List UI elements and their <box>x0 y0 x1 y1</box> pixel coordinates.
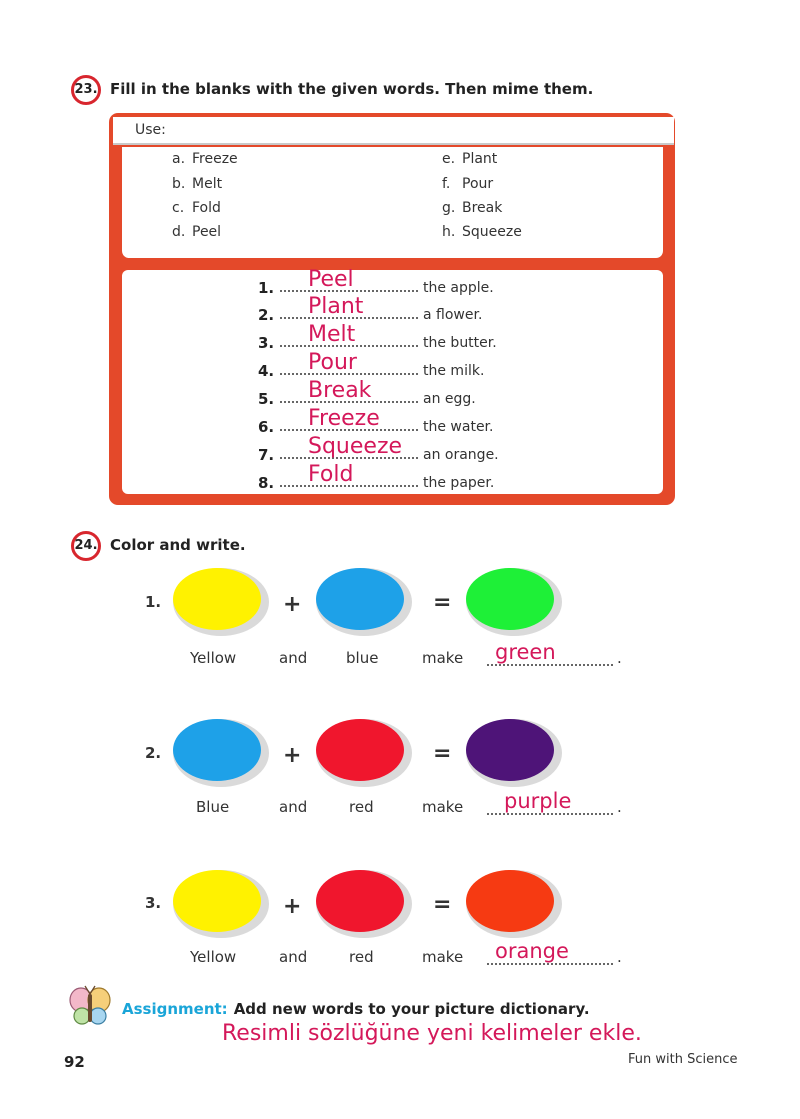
option-d: d. Peel <box>172 224 222 240</box>
answer-text: Peel <box>308 267 354 292</box>
answer-text: Pour <box>308 350 357 375</box>
blank-line <box>487 664 613 666</box>
options-panel <box>122 147 663 258</box>
color-row-number: 3. <box>145 894 162 912</box>
sentence-row: 5. Break an egg. <box>258 378 476 408</box>
period: . <box>617 798 622 816</box>
answer-text: Melt <box>308 322 356 347</box>
color-word-1: Yellow <box>190 649 237 667</box>
paint-oval-2[interactable] <box>316 568 404 630</box>
paint-oval-1[interactable] <box>173 870 261 932</box>
make-word: make <box>422 948 464 966</box>
option-c: c. Fold <box>172 200 221 216</box>
color-word-2: red <box>349 798 374 816</box>
sentence-row: 7. Squeeze an orange. <box>258 434 499 464</box>
page-number: 92 <box>64 1053 85 1071</box>
plus-sign: + <box>283 592 302 617</box>
equals-sign: = <box>433 590 452 615</box>
exercise-23-title: Fill in the blanks with the given words. Then mime them. <box>110 80 594 98</box>
exercise-23-number: 23. <box>71 75 101 105</box>
assignment-label: Assignment: <box>122 1000 228 1018</box>
use-label: Use: <box>135 122 166 138</box>
butterfly-icon <box>68 984 112 1028</box>
sentence-row: 4. Pour the milk. <box>258 350 485 380</box>
make-word: make <box>422 798 464 816</box>
book-title: Fun with Science <box>628 1052 738 1067</box>
option-f: f. Pour <box>442 176 494 192</box>
period: . <box>617 649 622 667</box>
option-h: h. Squeeze <box>442 224 522 240</box>
paint-oval-2[interactable] <box>316 719 404 781</box>
paint-oval-result[interactable] <box>466 870 554 932</box>
assignment-text: Add new words to your picture dictionary. <box>233 1000 590 1018</box>
sentence-row: 1. Peel the apple. <box>258 267 494 297</box>
blank-line <box>487 963 613 965</box>
answer-text: Plant <box>308 294 364 319</box>
answer-text: purple <box>504 789 572 813</box>
use-bar <box>113 117 674 145</box>
answer-text: Squeeze <box>308 434 403 459</box>
exercise-24-title: Color and write. <box>110 536 246 554</box>
color-word-2: blue <box>346 649 379 667</box>
color-row-number: 1. <box>145 593 162 611</box>
answer-text: orange <box>495 939 569 963</box>
make-word: make <box>422 649 464 667</box>
option-b: b. Melt <box>172 176 223 192</box>
answer-text: Fold <box>308 462 354 487</box>
exercise-24-number: 24. <box>71 531 101 561</box>
equals-sign: = <box>433 741 452 766</box>
option-e: e. Plant <box>442 151 498 167</box>
period: . <box>617 948 622 966</box>
paint-oval-1[interactable] <box>173 568 261 630</box>
and-word: and <box>279 948 308 966</box>
answer-text: Freeze <box>308 406 380 431</box>
color-row-number: 2. <box>145 744 162 762</box>
sentence-row: 6. Freeze the water. <box>258 406 494 436</box>
and-word: and <box>279 649 308 667</box>
color-word-2: red <box>349 948 374 966</box>
sentence-row: 3. Melt the butter. <box>258 322 497 352</box>
color-word-1: Yellow <box>190 948 237 966</box>
and-word: and <box>279 798 308 816</box>
answer-text: green <box>495 640 556 664</box>
plus-sign: + <box>283 743 302 768</box>
answer-text: Break <box>308 378 372 403</box>
paint-oval-1[interactable] <box>173 719 261 781</box>
assignment-line <box>122 1000 590 1018</box>
paint-oval-result[interactable] <box>466 568 554 630</box>
plus-sign: + <box>283 894 302 919</box>
color-word-1: Blue <box>196 798 230 816</box>
sentence-row: 8. Fold the paper. <box>258 462 495 492</box>
paint-oval-2[interactable] <box>316 870 404 932</box>
option-g: g. Break <box>442 200 503 216</box>
paint-oval-result[interactable] <box>466 719 554 781</box>
equals-sign: = <box>433 892 452 917</box>
blank-line <box>487 813 613 815</box>
assignment-translation: Resimli sözlüğüne yeni kelimeler ekle. <box>222 1021 642 1046</box>
option-a: a. Freeze <box>172 151 238 167</box>
sentence-row: 2. Plant a flower. <box>258 294 483 324</box>
